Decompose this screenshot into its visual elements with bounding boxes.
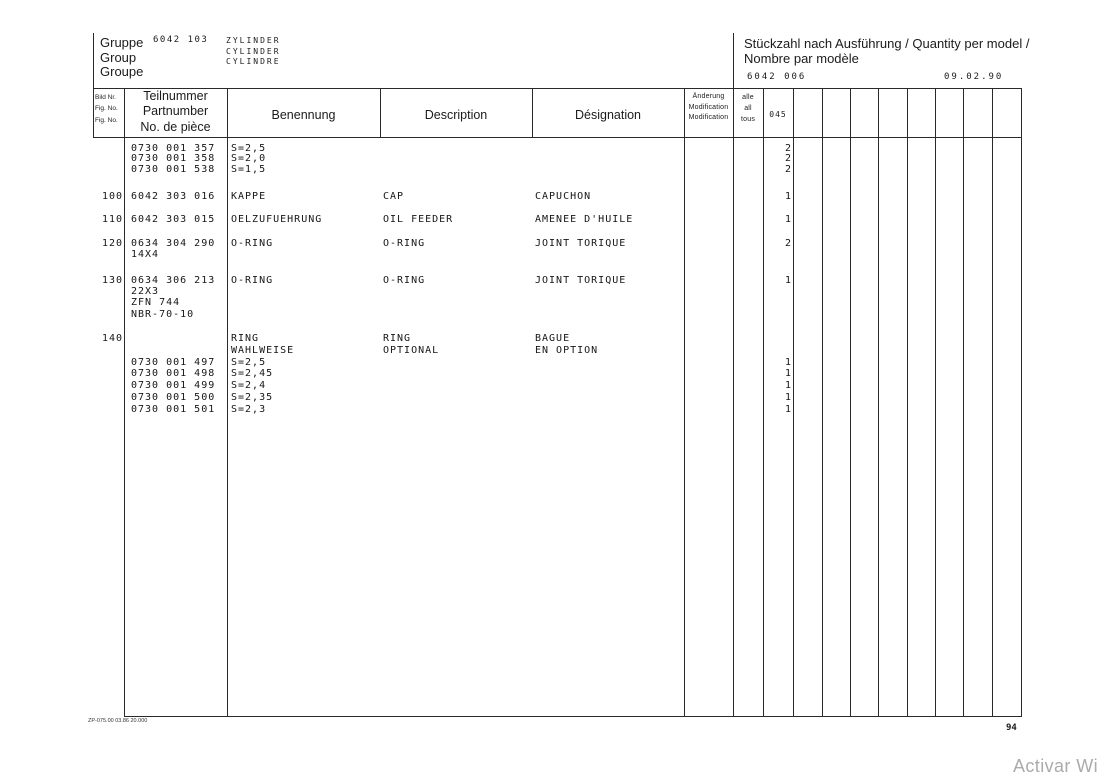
designation-cell: JOINT TORIQUE [535,238,627,249]
group-label-fr: Groupe [100,64,144,79]
part-number-cell: 0730 001 501 [131,404,216,415]
benennung-cell: S=2,5 [231,143,267,154]
model-number: 6042 006 [747,72,807,82]
description-cell: OIL FEEDER [383,214,454,225]
quantity-cell: 1 [784,380,792,391]
quantity-cell: 1 [784,368,792,379]
col-header-modification-fr: Modification [688,114,729,121]
form-code: ZP-075.00 03.86 20.000 [88,718,148,724]
table-row [0,404,1107,415]
quantity-cell: 1 [784,392,792,403]
designation-cell: CAPUCHON [535,191,592,202]
fig-number-cell: 140 [101,333,123,344]
quantity-cell: 1 [784,404,792,415]
col-header-fig-fr: Fig. No. [95,117,118,124]
part-number-cell: 0730 001 500 [131,392,216,403]
benennung-cell: S=2,45 [231,368,274,379]
benennung-cell: S=2,3 [231,404,267,415]
group-name-fr: CYLINDRE [226,57,281,66]
col-header-partnumber-de: Teilnummer [143,89,208,103]
part-number-cell: 0634 304 290 [131,238,216,249]
description-cell: O-RING [383,238,426,249]
col-header-modification-de: Änderung [692,93,725,100]
table-row [0,333,1107,344]
group-name-en: CYLINDER [226,47,281,56]
table-row [0,249,1107,260]
part-number-cell: 0730 001 498 [131,368,216,379]
benennung-cell: WAHLWEISE [231,345,295,356]
col-header-partnumber-en: Partnumber [142,104,209,118]
col-header-description: Description [424,108,488,122]
benennung-cell: S=1,5 [231,164,267,175]
col-header-model-variant: 045 [769,110,787,119]
benennung-cell: O-RING [231,275,274,286]
part-number-cell: 0730 001 357 [131,143,216,154]
quantity-cell: 2 [784,238,792,249]
activation-watermark: Activar Wi [1013,756,1098,775]
quantity-cell: 2 [784,164,792,175]
col-header-fig-en: Fig. No. [95,105,118,112]
col-header-all-en: all [744,105,752,112]
part-number-cell: 0730 001 538 [131,164,216,175]
quantity-cell: 1 [784,275,792,286]
benennung-cell: S=2,5 [231,357,267,368]
table-rule-horizontal [93,88,1022,89]
table-rule-horizontal [93,137,1022,138]
part-standard-cell: ZFN 744 [131,297,181,308]
part-number-cell: 6042 303 016 [131,191,216,202]
part-number-cell: 0730 001 358 [131,153,216,164]
fig-number-cell: 130 [101,275,123,286]
fig-number-cell: 120 [101,238,123,249]
table-row [0,238,1107,249]
table-row [0,297,1107,308]
benennung-cell: S=2,4 [231,380,267,391]
quantity-cell: 2 [784,153,792,164]
description-cell: OPTIONAL [383,345,440,356]
benennung-cell: O-RING [231,238,274,249]
table-row [0,357,1107,368]
fig-number-cell: 110 [101,214,123,225]
quantity-cell: 1 [784,214,792,225]
group-name-de: ZYLINDER [226,36,281,45]
table-row [0,380,1107,391]
table-row [0,309,1107,320]
col-header-all-de: alle [742,94,754,101]
designation-cell: AMENEE D'HUILE [535,214,634,225]
table-row [0,275,1107,286]
table-rule-vertical [93,33,94,138]
part-dimension-cell: 14X4 [131,249,160,260]
issue-date: 09.02.90 [944,72,1004,82]
part-dimension-cell: 22X3 [131,286,160,297]
benennung-cell: S=2,35 [231,392,274,403]
col-header-partnumber-fr: No. de pièce [140,120,211,134]
col-header-all-fr: tous [740,116,756,123]
part-material-cell: NBR-70-10 [131,309,195,320]
part-number-cell: 0730 001 499 [131,380,216,391]
table-row [0,286,1107,297]
group-label-en: Group [100,50,137,65]
group-label-de: Gruppe [100,35,144,50]
description-cell: O-RING [383,275,426,286]
description-cell: RING [383,333,412,344]
table-rule-horizontal [124,716,1022,717]
table-row [0,153,1107,164]
col-header-benennung: Benennung [271,108,336,122]
benennung-cell: RING [231,333,260,344]
quantity-title-fr: Nombre par modèle [744,51,859,66]
benennung-cell: S=2,0 [231,153,267,164]
part-number-cell: 0730 001 497 [131,357,216,368]
table-row [0,368,1107,379]
quantity-cell: 1 [784,191,792,202]
col-header-modification-en: Modification [688,104,729,111]
table-row [0,392,1107,403]
table-row [0,164,1107,175]
designation-cell: EN OPTION [535,345,599,356]
part-number-cell: 6042 303 015 [131,214,216,225]
description-cell: CAP [383,191,405,202]
designation-cell: BAGUE [535,333,571,344]
col-header-fig-de: Bild Nr. [95,94,116,101]
table-row [0,191,1107,202]
table-row [0,214,1107,225]
fig-number-cell: 100 [101,191,123,202]
part-number-cell: 0634 306 213 [131,275,216,286]
col-header-designation: Désignation [574,108,641,122]
quantity-cell: 2 [784,143,792,154]
quantity-cell: 1 [784,357,792,368]
group-number: 6042 103 [153,35,209,45]
page-number: 94 [1006,723,1017,733]
table-row [0,345,1107,356]
quantity-title: Stückzahl nach Ausführung / Quantity per model / [744,36,1030,51]
benennung-cell: OELZUFUEHRUNG [231,214,323,225]
benennung-cell: KAPPE [231,191,267,202]
designation-cell: JOINT TORIQUE [535,275,627,286]
